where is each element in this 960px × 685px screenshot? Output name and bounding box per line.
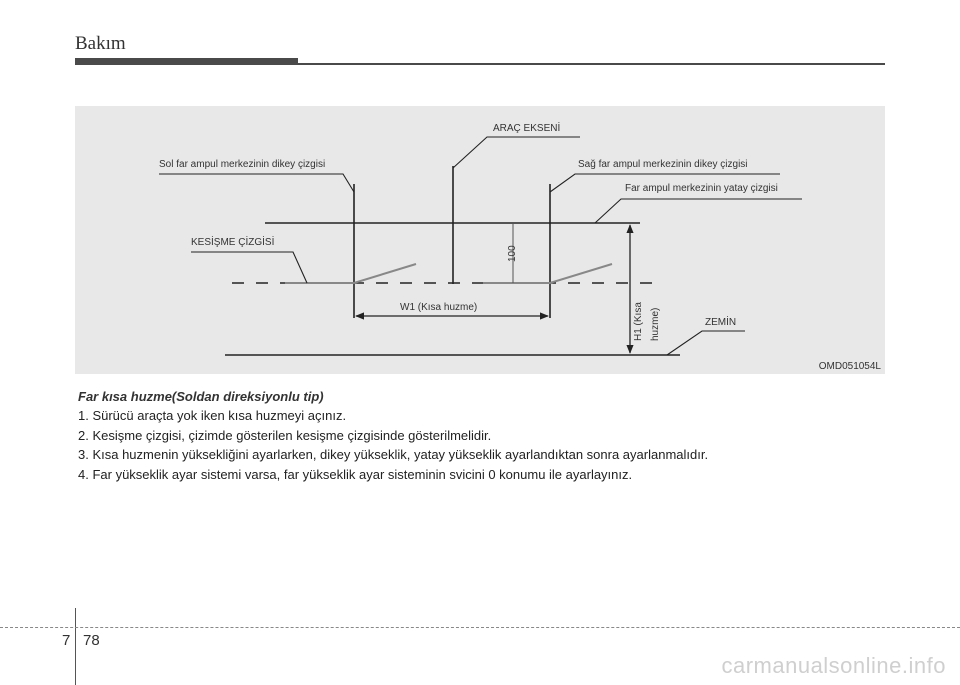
horizontal-label: Far ampul merkezinin yatay çizgisi: [625, 183, 778, 194]
instruction-step: 4. Far yükseklik ayar sistemi varsa, far yükseklik ayar sisteminin svicini 0 konumu ile ayarlayınız.: [78, 466, 633, 482]
chapter-number: 7: [62, 632, 71, 649]
header-rule-thin: [298, 63, 885, 65]
vehicle-axis-label: ARAÇ EKSENİ: [493, 123, 561, 134]
figure-caption: Far kısa huzme(Soldan direksiyonlu tip): [78, 389, 324, 404]
ground-label: ZEMİN: [705, 317, 737, 328]
left-vertical-label: Sol far ampul merkezinin dikey çizgisi: [159, 159, 326, 170]
offset-100-label: 100: [507, 245, 518, 262]
cutoff-label: KESİŞME ÇİZGİSİ: [191, 237, 275, 248]
w1-label: W1 (Kısa huzme): [400, 302, 478, 313]
header-rule-thick: [75, 58, 298, 65]
instruction-step: 1. Sürücü araçta yok iken kısa huzmeyi açınız.: [78, 408, 347, 423]
watermark-text: carmanualsonline.info: [721, 653, 946, 678]
figure-code: OMD051054L: [818, 361, 881, 372]
instruction-step: 3. Kısa huzmenin yüksekliğini ayarlarken, dikey yükseklik, yatay yükseklik ayarlandıktan sonra ayarlanmalıdır.: [78, 447, 709, 462]
diagram-svg: [75, 106, 885, 374]
headlamp-aim-diagram: [75, 106, 885, 374]
instruction-step: 2. Kesişme çizgisi, çizimde gösterilen kesişme çizgisinde gösterilmelidir.: [78, 427, 492, 443]
h1-label-line2: huzme): [650, 307, 661, 341]
instruction-list: [78, 406, 708, 484]
h1-label-line1: H1 (Kısa: [633, 302, 644, 341]
section-title: Bakım: [75, 33, 126, 54]
page-number: 78: [83, 632, 100, 649]
right-vertical-label: Sağ far ampul merkezinin dikey çizgisi: [578, 159, 748, 170]
footer-divider: [75, 608, 76, 685]
footer-dashed-line: [0, 627, 960, 628]
